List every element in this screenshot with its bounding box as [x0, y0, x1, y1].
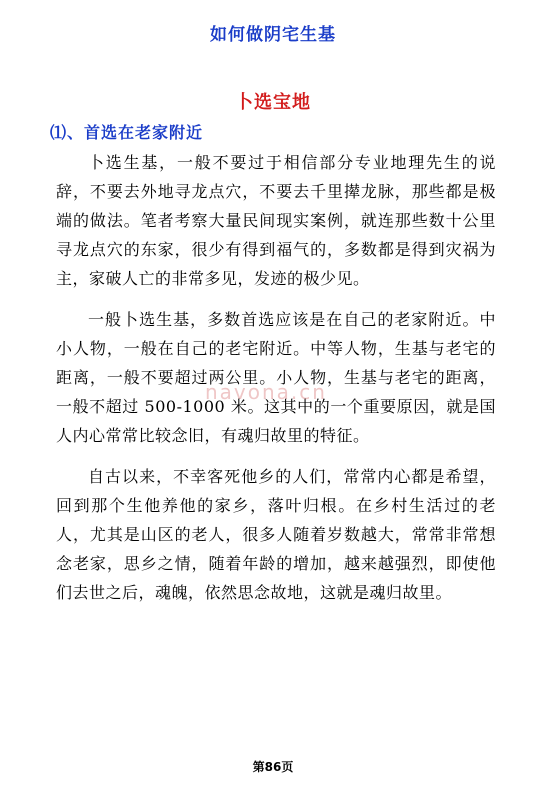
section-heading: 卜选宝地 [235, 92, 311, 113]
paragraph-2: 一般卜选生基，多数首选应该是在自己的老家附近。中小人物，一般在自己的老宅附近。中等人物，生基与老宅的距离，一般不要超过两公里。小人物，生基与老宅的距离，一般不超过 500-1000 米。这其中的一个重要原因，就是国人内心常常比较念旧，有魂归故里的特征。 [56, 310, 496, 445]
watermark: navona.cn [205, 380, 327, 404]
subheading: ⑴、首选在老家附近 [50, 123, 204, 142]
page-number: 第86页 [252, 760, 294, 774]
paragraph-1: 卜选生基，一般不要过于相信部分专业地理先生的说辞，不要去外地寻龙点穴，不要去千里撵龙脉，那些都是极端的做法。笔者考察大量民间现实案例，就连那些数十公里寻龙点穴的东家，很少有得到福气的，多数都是得到灾祸为主，家破人亡的非常多见，发迹的极少见。 [56, 153, 496, 288]
document-title: 如何做阴宅生基 [210, 25, 336, 45]
paragraph-3: 自古以来，不幸客死他乡的人们，常常内心都是希望，回到那个生他养他的家乡，落叶归根。在乡村生活过的老人，尤其是山区的老人，很多人随着岁数越大，常常非常想念老家，思乡之情，随着年龄的增加，越来越强烈，即使他们去世之后，魂魄，依然思念故地，这就是魂归故里。 [56, 467, 496, 602]
